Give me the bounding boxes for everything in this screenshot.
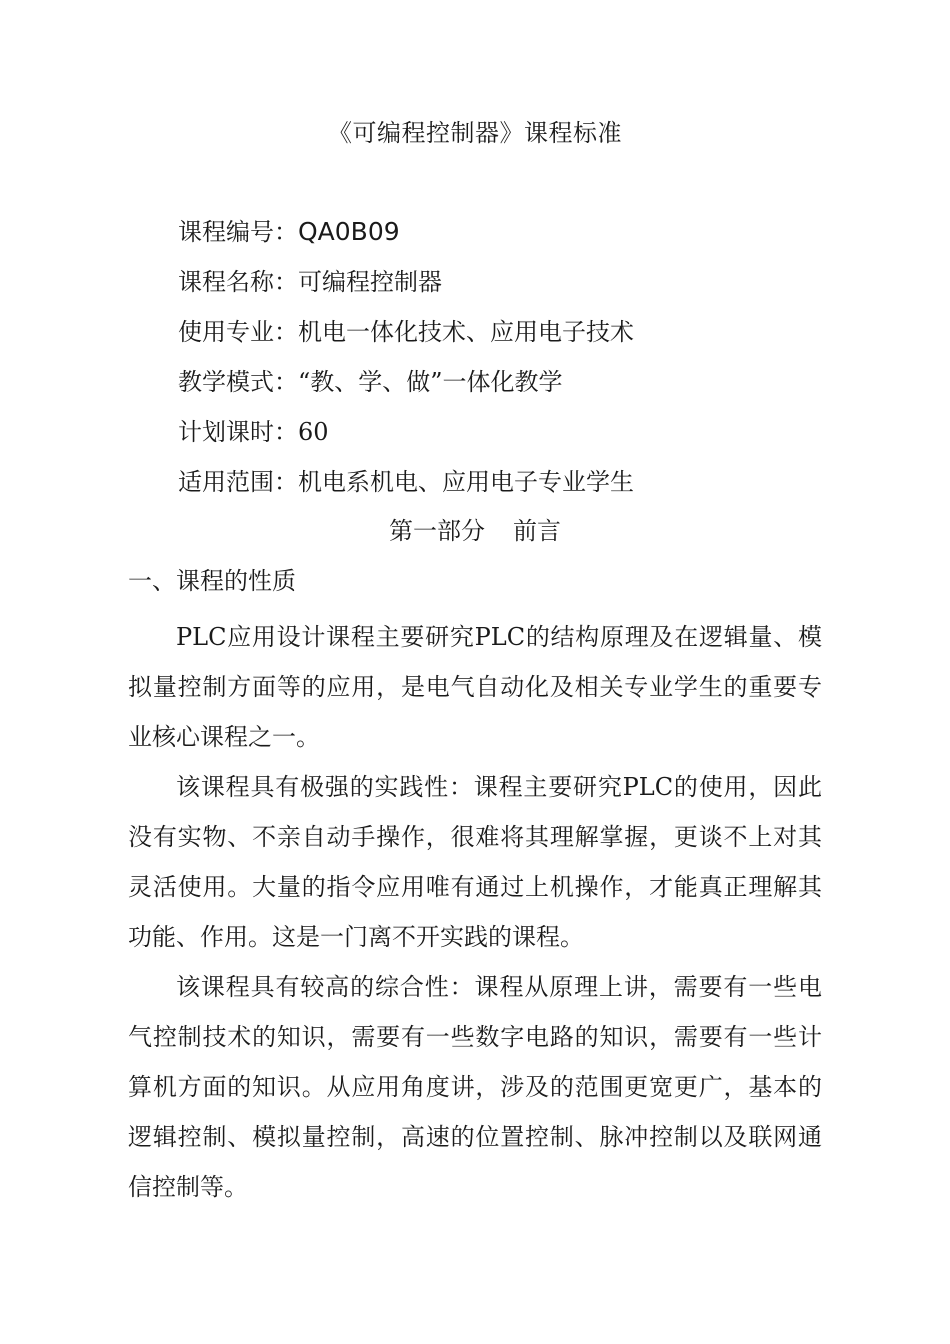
meta-label: 适用范围： — [178, 468, 298, 496]
meta-value: 机电系机电、应用电子专业学生 — [298, 468, 634, 496]
meta-scope — [178, 464, 634, 514]
part-heading-left: 第一部分 — [389, 517, 485, 545]
part-heading-right: 前言 — [513, 517, 561, 545]
meta-teaching-mode — [178, 364, 634, 414]
paragraph: PLC应用设计课程主要研究PLC的结构原理及在逻辑量、模拟量控制方面等的应用，是电气自动化及相关专业学生的重要专业核心课程之一。 — [128, 623, 822, 751]
meta-label: 教学模式： — [178, 368, 298, 396]
meta-majors — [178, 314, 634, 364]
meta-value: 60 — [298, 418, 329, 446]
meta-value: “教、学、做”一体化教学 — [298, 368, 563, 396]
meta-label: 课程名称： — [178, 268, 298, 296]
course-meta-list — [178, 214, 634, 514]
meta-value: 可编程控制器 — [298, 268, 442, 296]
paragraph: 该课程具有较高的综合性：课程从原理上讲，需要有一些电气控制技术的知识，需要有一些数字电路的知识，需要有一些计算机方面的知识。从应用角度讲，涉及的范围更宽更广，基本的逻辑控制、模拟量控制，高速的位置控制、脉冲控制以及联网通信控制等。 — [128, 973, 822, 1201]
meta-course-code — [178, 214, 634, 264]
part-heading — [0, 513, 950, 549]
meta-course-name — [178, 264, 634, 314]
meta-value: 机电一体化技术、应用电子技术 — [298, 318, 634, 346]
meta-label: 使用专业： — [178, 318, 298, 346]
body-text — [128, 612, 822, 1212]
meta-label: 课程编号： — [178, 218, 298, 246]
meta-label: 计划课时： — [178, 418, 298, 446]
section-heading: 一、课程的性质 — [128, 567, 296, 595]
meta-value: QA0B09 — [298, 217, 400, 246]
paragraph: 该课程具有极强的实践性：课程主要研究PLC的使用，因此没有实物、不亲自动手操作，很难将其理解掌握，更谈不上对其灵活使用。大量的指令应用唯有通过上机操作，才能真正理解其功能、作用。这是一门离不开实践的课程。 — [128, 773, 822, 951]
document-title: 《可编程控制器》课程标准 — [328, 119, 622, 147]
meta-planned-hours — [178, 414, 634, 464]
